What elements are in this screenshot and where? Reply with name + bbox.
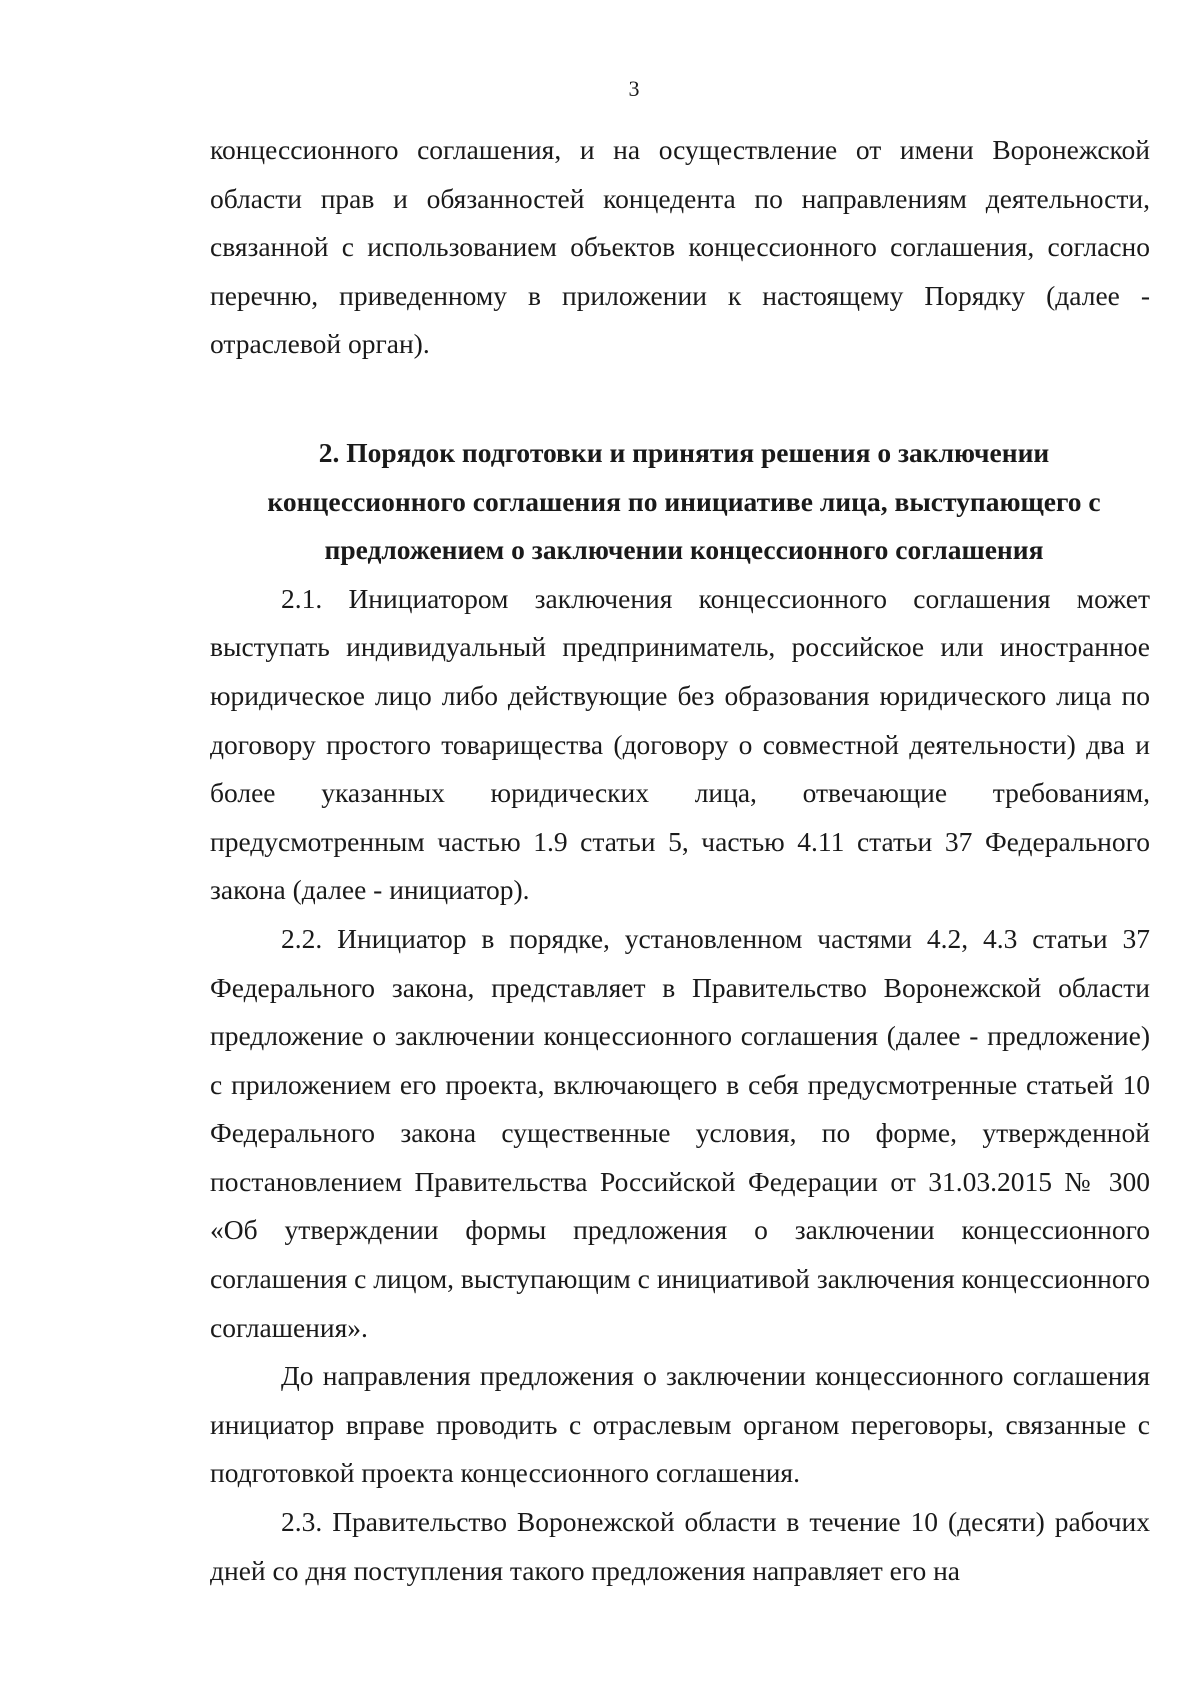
paragraph-2-2: 2.2. Инициатор в порядке, установленном частями 4.2, 4.3 статьи 37 Федерального закона, представляет в Правительство Воронежской области предложение о заключении концессионного соглашения (далее - предложение) с приложением его проекта, включающего в себя предусмотренные статьей 10 Федерального закона существенные условия, по форме, утвержденной постановлением Правительства Российской Федерации от 31.03.2015 № 300 «Об утверждении формы предложения о заключении концессионного соглашения с лицом, выступающим с инициативой заключения концессионного соглашения». [210, 922, 1150, 1343]
section-heading-line-1: 2. Порядок подготовки и принятия решения о заключении [318, 436, 1050, 468]
paragraph-2-1: 2.1. Инициатором заключения концессионного соглашения может выступать индивидуальный предприниматель, российское или иностранное юридическое лицо либо действующие без образования юридического лица по договору простого товарищества (договору о совместной деятельности) два и более указанных юридических лица, отвечающие требованиям, предусмотренным частью 1.9 статьи 5, частью 4.11 статьи 37 Федерального закона (далее - инициатор). [210, 582, 1150, 906]
section-heading [210, 369, 1150, 575]
section-heading-line-3: предложением о заключении концессионного соглашения [324, 534, 1044, 566]
page-number: 3 [628, 76, 640, 101]
paragraph-before-sending: До направления предложения о заключении концессионного соглашения инициатор вправе проводить с отраслевым органом переговоры, связанные с подготовкой проекта концессионного соглашения. [210, 1360, 1150, 1489]
paragraph-2-3: 2.3. Правительство Воронежской области в течение 10 (десяти) рабочих дней со дня поступления такого предложения направляет его на [210, 1506, 1150, 1586]
section-heading-line-2: концессионного соглашения по инициативе лица, выступающего с [267, 485, 1101, 517]
document-body [210, 126, 1150, 1595]
intro-paragraph: концессионного соглашения, и на осуществление от имени Воронежской области прав и обязанностей концедента по направлениям деятельности, связанной с использованием объектов концессионного соглашения, согласно перечню, приведенному в приложении к настоящему Порядку (далее - отраслевой орган). [210, 134, 1150, 360]
